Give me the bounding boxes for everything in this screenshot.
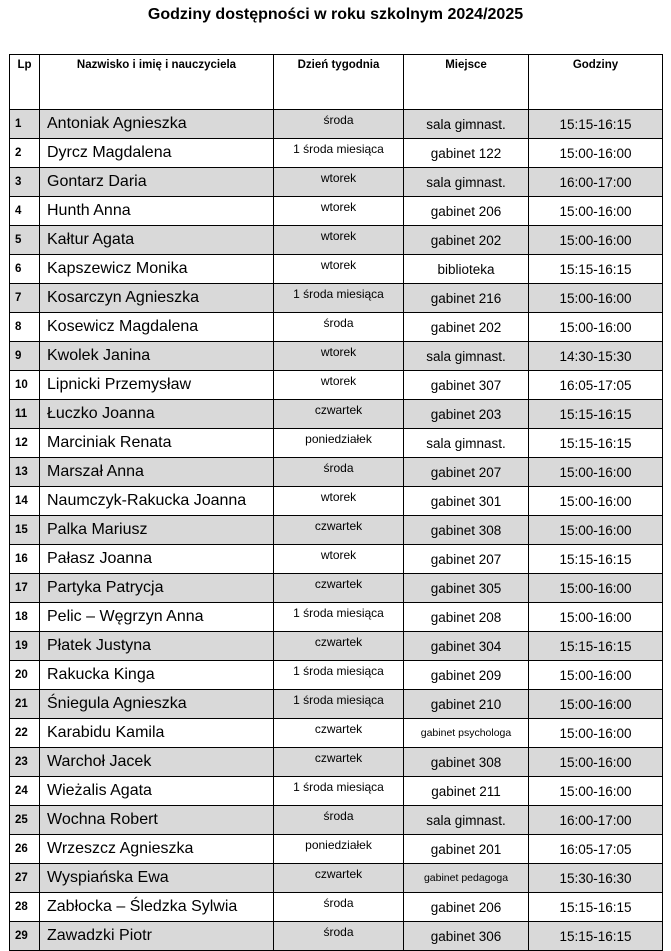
cell-day: czwartek <box>274 632 404 661</box>
table-row <box>10 516 663 545</box>
cell-day: 1 środa miesiąca <box>274 603 404 632</box>
cell-place: gabinet psychologa <box>404 719 529 748</box>
cell-day: czwartek <box>274 864 404 893</box>
header-place: Miejsce <box>404 55 529 110</box>
cell-hours: 15:00-16:00 <box>529 719 663 748</box>
cell-day: środa <box>274 893 404 922</box>
cell-hours: 15:00-16:00 <box>529 690 663 719</box>
page-title: Godziny dostępności w roku szkolnym 2024/2025 <box>147 6 524 23</box>
table-row <box>10 487 663 516</box>
cell-name: Kałtur Agata <box>40 226 274 255</box>
cell-lp: 6 <box>10 255 40 284</box>
table-row <box>10 777 663 806</box>
table-row <box>10 371 663 400</box>
cell-hours: 15:00-16:00 <box>529 748 663 777</box>
cell-lp: 28 <box>10 893 40 922</box>
cell-name: Kosewicz Magdalena <box>40 313 274 342</box>
cell-name: Łuczko Joanna <box>40 400 274 429</box>
cell-name: Wyspiańska Ewa <box>40 864 274 893</box>
cell-day: czwartek <box>274 748 404 777</box>
table-row <box>10 139 663 168</box>
cell-hours: 15:00-16:00 <box>529 313 663 342</box>
table-row <box>10 400 663 429</box>
cell-lp: 14 <box>10 487 40 516</box>
cell-lp: 10 <box>10 371 40 400</box>
cell-day: wtorek <box>274 197 404 226</box>
header-name: Nazwisko i imię i nauczyciela <box>40 55 274 110</box>
availability-table <box>9 54 663 951</box>
cell-day: środa <box>274 458 404 487</box>
cell-lp: 5 <box>10 226 40 255</box>
table-row <box>10 284 663 313</box>
cell-name: Kosarczyn Agnieszka <box>40 284 274 313</box>
cell-day: czwartek <box>274 516 404 545</box>
cell-name: Karabidu Kamila <box>40 719 274 748</box>
header-row <box>10 55 663 110</box>
cell-day: 1 środa miesiąca <box>274 139 404 168</box>
cell-name: Pałasz Joanna <box>40 545 274 574</box>
cell-lp: 17 <box>10 574 40 603</box>
cell-name: Kapszewicz Monika <box>40 255 274 284</box>
cell-hours: 16:00-17:00 <box>529 168 663 197</box>
cell-hours: 15:15-16:15 <box>529 632 663 661</box>
cell-name: Kwolek Janina <box>40 342 274 371</box>
table-row <box>10 719 663 748</box>
table-row <box>10 806 663 835</box>
cell-day: wtorek <box>274 371 404 400</box>
cell-hours: 15:15-16:15 <box>529 429 663 458</box>
cell-hours: 15:00-16:00 <box>529 661 663 690</box>
cell-place: gabinet 307 <box>404 371 529 400</box>
cell-hours: 15:00-16:00 <box>529 777 663 806</box>
cell-day: wtorek <box>274 342 404 371</box>
table-row <box>10 458 663 487</box>
cell-hours: 15:00-16:00 <box>529 284 663 313</box>
cell-name: Lipnicki Przemysław <box>40 371 274 400</box>
cell-lp: 12 <box>10 429 40 458</box>
cell-name: Warchoł Jacek <box>40 748 274 777</box>
cell-lp: 27 <box>10 864 40 893</box>
cell-name: Marciniak Renata <box>40 429 274 458</box>
cell-place: gabinet 208 <box>404 603 529 632</box>
cell-hours: 15:15-16:15 <box>529 922 663 951</box>
cell-lp: 16 <box>10 545 40 574</box>
cell-place: gabinet 207 <box>404 458 529 487</box>
cell-name: Naumczyk-Rakucka Joanna <box>40 487 274 516</box>
cell-place: gabinet 308 <box>404 516 529 545</box>
table-row <box>10 690 663 719</box>
cell-place: gabinet 206 <box>404 197 529 226</box>
table-row <box>10 197 663 226</box>
header-lp: Lp <box>10 55 40 110</box>
cell-lp: 11 <box>10 400 40 429</box>
cell-place: gabinet 122 <box>404 139 529 168</box>
cell-lp: 2 <box>10 139 40 168</box>
cell-day: wtorek <box>274 545 404 574</box>
cell-place: sala gimnast. <box>404 110 529 139</box>
cell-lp: 22 <box>10 719 40 748</box>
cell-place: gabinet 201 <box>404 835 529 864</box>
cell-place: sala gimnast. <box>404 429 529 458</box>
cell-hours: 15:00-16:00 <box>529 487 663 516</box>
cell-place: gabinet 210 <box>404 690 529 719</box>
cell-place: gabinet 304 <box>404 632 529 661</box>
cell-day: 1 środa miesiąca <box>274 777 404 806</box>
cell-place: gabinet 209 <box>404 661 529 690</box>
cell-day: 1 środa miesiąca <box>274 284 404 313</box>
cell-day: środa <box>274 922 404 951</box>
cell-day: wtorek <box>274 255 404 284</box>
cell-hours: 15:15-16:15 <box>529 893 663 922</box>
header-day: Dzień tygodnia <box>274 55 404 110</box>
cell-place: gabinet 207 <box>404 545 529 574</box>
cell-lp: 1 <box>10 110 40 139</box>
cell-day: środa <box>274 313 404 342</box>
cell-name: Hunth Anna <box>40 197 274 226</box>
cell-lp: 21 <box>10 690 40 719</box>
cell-lp: 24 <box>10 777 40 806</box>
table-row <box>10 110 663 139</box>
cell-lp: 4 <box>10 197 40 226</box>
cell-lp: 26 <box>10 835 40 864</box>
cell-day: 1 środa miesiąca <box>274 661 404 690</box>
cell-place: gabinet 216 <box>404 284 529 313</box>
cell-name: Gontarz Daria <box>40 168 274 197</box>
cell-place: gabinet 301 <box>404 487 529 516</box>
cell-place: sala gimnast. <box>404 168 529 197</box>
cell-hours: 16:00-17:00 <box>529 806 663 835</box>
cell-day: czwartek <box>274 574 404 603</box>
cell-lp: 25 <box>10 806 40 835</box>
table-row <box>10 313 663 342</box>
cell-name: Pelic – Węgrzyn Anna <box>40 603 274 632</box>
cell-place: sala gimnast. <box>404 806 529 835</box>
cell-name: Dyrcz Magdalena <box>40 139 274 168</box>
cell-day: czwartek <box>274 400 404 429</box>
cell-lp: 20 <box>10 661 40 690</box>
cell-hours: 15:00-16:00 <box>529 516 663 545</box>
table-row <box>10 226 663 255</box>
cell-hours: 14:30-15:30 <box>529 342 663 371</box>
cell-name: Palka Mariusz <box>40 516 274 545</box>
cell-name: Antoniak Agnieszka <box>40 110 274 139</box>
cell-name: Partyka Patrycja <box>40 574 274 603</box>
cell-lp: 15 <box>10 516 40 545</box>
cell-place: sala gimnast. <box>404 342 529 371</box>
cell-name: Śniegula Agnieszka <box>40 690 274 719</box>
cell-place: biblioteka <box>404 255 529 284</box>
cell-day: wtorek <box>274 487 404 516</box>
cell-hours: 16:05-17:05 <box>529 371 663 400</box>
cell-name: Wieżalis Agata <box>40 777 274 806</box>
cell-lp: 7 <box>10 284 40 313</box>
cell-day: 1 środa miesiąca <box>274 690 404 719</box>
cell-place: gabinet 203 <box>404 400 529 429</box>
cell-hours: 15:15-16:15 <box>529 255 663 284</box>
cell-day: poniedziałek <box>274 835 404 864</box>
cell-lp: 9 <box>10 342 40 371</box>
cell-lp: 3 <box>10 168 40 197</box>
cell-place: gabinet 306 <box>404 922 529 951</box>
cell-day: środa <box>274 110 404 139</box>
cell-name: Płatek Justyna <box>40 632 274 661</box>
cell-hours: 15:15-16:15 <box>529 110 663 139</box>
cell-lp: 23 <box>10 748 40 777</box>
cell-lp: 13 <box>10 458 40 487</box>
cell-hours: 15:00-16:00 <box>529 139 663 168</box>
cell-place: gabinet 206 <box>404 893 529 922</box>
cell-hours: 15:00-16:00 <box>529 458 663 487</box>
cell-lp: 8 <box>10 313 40 342</box>
cell-hours: 15:30-16:30 <box>529 864 663 893</box>
cell-hours: 15:00-16:00 <box>529 197 663 226</box>
cell-name: Marszał Anna <box>40 458 274 487</box>
table-row <box>10 922 663 951</box>
cell-name: Wochna Robert <box>40 806 274 835</box>
table-row <box>10 632 663 661</box>
cell-lp: 29 <box>10 922 40 951</box>
table-row <box>10 429 663 458</box>
cell-place: gabinet 202 <box>404 313 529 342</box>
table-row <box>10 168 663 197</box>
table-row <box>10 255 663 284</box>
cell-hours: 15:00-16:00 <box>529 226 663 255</box>
table-row <box>10 574 663 603</box>
cell-place: gabinet 202 <box>404 226 529 255</box>
table-row <box>10 603 663 632</box>
header-hours: Godziny <box>529 55 663 110</box>
table-row <box>10 342 663 371</box>
cell-name: Zawadzki Piotr <box>40 922 274 951</box>
cell-day: wtorek <box>274 226 404 255</box>
cell-place: gabinet 211 <box>404 777 529 806</box>
table-row <box>10 835 663 864</box>
cell-lp: 19 <box>10 632 40 661</box>
cell-hours: 16:05-17:05 <box>529 835 663 864</box>
table-row <box>10 545 663 574</box>
cell-place: gabinet 305 <box>404 574 529 603</box>
cell-day: czwartek <box>274 719 404 748</box>
cell-day: wtorek <box>274 168 404 197</box>
cell-name: Wrzeszcz Agnieszka <box>40 835 274 864</box>
cell-name: Zabłocka – Śledzka Sylwia <box>40 893 274 922</box>
table-row <box>10 661 663 690</box>
cell-place: gabinet 308 <box>404 748 529 777</box>
cell-day: środa <box>274 806 404 835</box>
cell-hours: 15:00-16:00 <box>529 574 663 603</box>
cell-lp: 18 <box>10 603 40 632</box>
cell-hours: 15:15-16:15 <box>529 545 663 574</box>
cell-day: poniedziałek <box>274 429 404 458</box>
table-row <box>10 748 663 777</box>
table-row <box>10 893 663 922</box>
cell-hours: 15:15-16:15 <box>529 400 663 429</box>
cell-name: Rakucka Kinga <box>40 661 274 690</box>
cell-hours: 15:00-16:00 <box>529 603 663 632</box>
cell-place: gabinet pedagoga <box>404 864 529 893</box>
